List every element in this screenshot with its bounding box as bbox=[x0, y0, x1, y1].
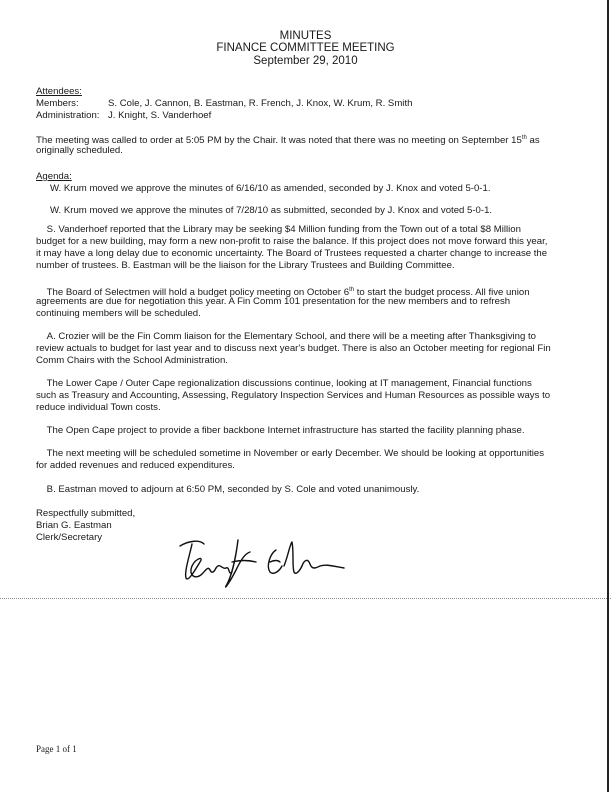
agenda-item-6-line-1: The Lower Cape / Outer Cape regionalization discussions continue, looking at IT management, Financial functions bbox=[36, 378, 532, 389]
closing-salutation: Respectfully submitted, bbox=[36, 508, 136, 519]
handwritten-signature bbox=[166, 532, 366, 592]
agenda-item-4-line-2: agreements are due for negotiation this year. A Fin Comm 101 presentation for the new members and to refresh bbox=[36, 296, 511, 307]
opening-tail: as bbox=[526, 135, 540, 147]
agenda-item-6-line-3: reduce individual Town costs. bbox=[36, 402, 161, 413]
opening-sup: th bbox=[521, 135, 527, 141]
admin-label: Administration: bbox=[36, 110, 100, 121]
agenda-item-4-sup: th bbox=[349, 287, 355, 293]
doc-title: MINUTES bbox=[279, 30, 332, 42]
members-label: Members: bbox=[36, 98, 79, 109]
agenda-item-8-line-1: The next meeting will be scheduled sometime in November or early December. We should be looking at opportunities bbox=[36, 448, 545, 459]
page-number: Page 1 of 1 bbox=[36, 744, 77, 754]
admin-value: J. Knight, S. Vanderhoef bbox=[108, 110, 212, 121]
members-value: S. Cole, J. Cannon, B. Eastman, R. French, J. Knox, W. Krum, R. Smith bbox=[108, 98, 413, 109]
agenda-item-7: The Open Cape project to provide a fiber backbone Internet infrastructure has started the facility planning phase. bbox=[36, 425, 525, 436]
agenda-item-4-text: The Board of Selectmen will hold a budget policy meeting on October 6 bbox=[36, 287, 350, 299]
opening-text: The meeting was called to order at 5:05 PM by the Chair. It was noted that there was no meeting on September 15 bbox=[36, 135, 522, 147]
signer-role: Clerk/Secretary bbox=[36, 532, 103, 543]
agenda-item-2: W. Krum moved we approve the minutes of 7/28/10 as submitted, seconded by J. Knox and voted 5-0-1. bbox=[50, 205, 493, 216]
agenda-item-5-line-2: review actuals to budget for last year and to discuss next year's budget. There is also an October meeting for regional Fin bbox=[36, 343, 551, 354]
opening-line-2: originally scheduled. bbox=[36, 145, 123, 156]
agenda-item-4-line-3: continuing members will be scheduled. bbox=[36, 308, 201, 319]
agenda-heading: Agenda: bbox=[36, 171, 72, 182]
agenda-item-4-tail: to start the budget process. All five union bbox=[354, 287, 530, 299]
agenda-item-3-line-3: it may have a long delay due to economic uncertainty. The Board of Trustees requested a charter change to increase the bbox=[36, 248, 548, 259]
signer-name: Brian G. Eastman bbox=[36, 520, 112, 531]
agenda-item-6-line-2: such as Treasury and Accounting, Assessing, Regulatory Inspection Services and Human Resources as possible ways to bbox=[36, 390, 551, 401]
agenda-item-8-line-2: for added revenues and reduced expenditures. bbox=[36, 460, 235, 471]
agenda-item-5-line-3: Comm Chairs with the School Administration. bbox=[36, 355, 228, 366]
attendees-heading: Attendees: bbox=[36, 86, 82, 97]
meeting-date: September 29, 2010 bbox=[253, 55, 358, 67]
scan-edge bbox=[607, 0, 609, 792]
committee-title: FINANCE COMMITTEE MEETING bbox=[216, 42, 395, 54]
agenda-item-1: W. Krum moved we approve the minutes of 6/16/10 as amended, seconded by J. Knox and voted 5-0-1. bbox=[50, 183, 491, 194]
agenda-item-3-line-4: number of trustees. B. Eastman will be the liaison for the Library Trustees and Building Committee. bbox=[36, 260, 455, 271]
agenda-item-5-line-1: A. Crozier will be the Fin Comm liaison for the Elementary School, and there will be a meeting after Thanksgiving to bbox=[36, 331, 537, 342]
agenda-item-3-line-2: budget for a new building, may form a new non-profit to raise the balance. If this project does not move forward this year, bbox=[36, 236, 548, 247]
agenda-item-3-line-1: S. Vanderhoef reported that the Library may be seeking $4 Million funding from the Town out of a total $8 Million bbox=[36, 224, 521, 235]
agenda-item-9: B. Eastman moved to adjourn at 6:50 PM, seconded by S. Cole and voted unanimously. bbox=[36, 484, 420, 495]
footer-divider bbox=[0, 598, 611, 599]
